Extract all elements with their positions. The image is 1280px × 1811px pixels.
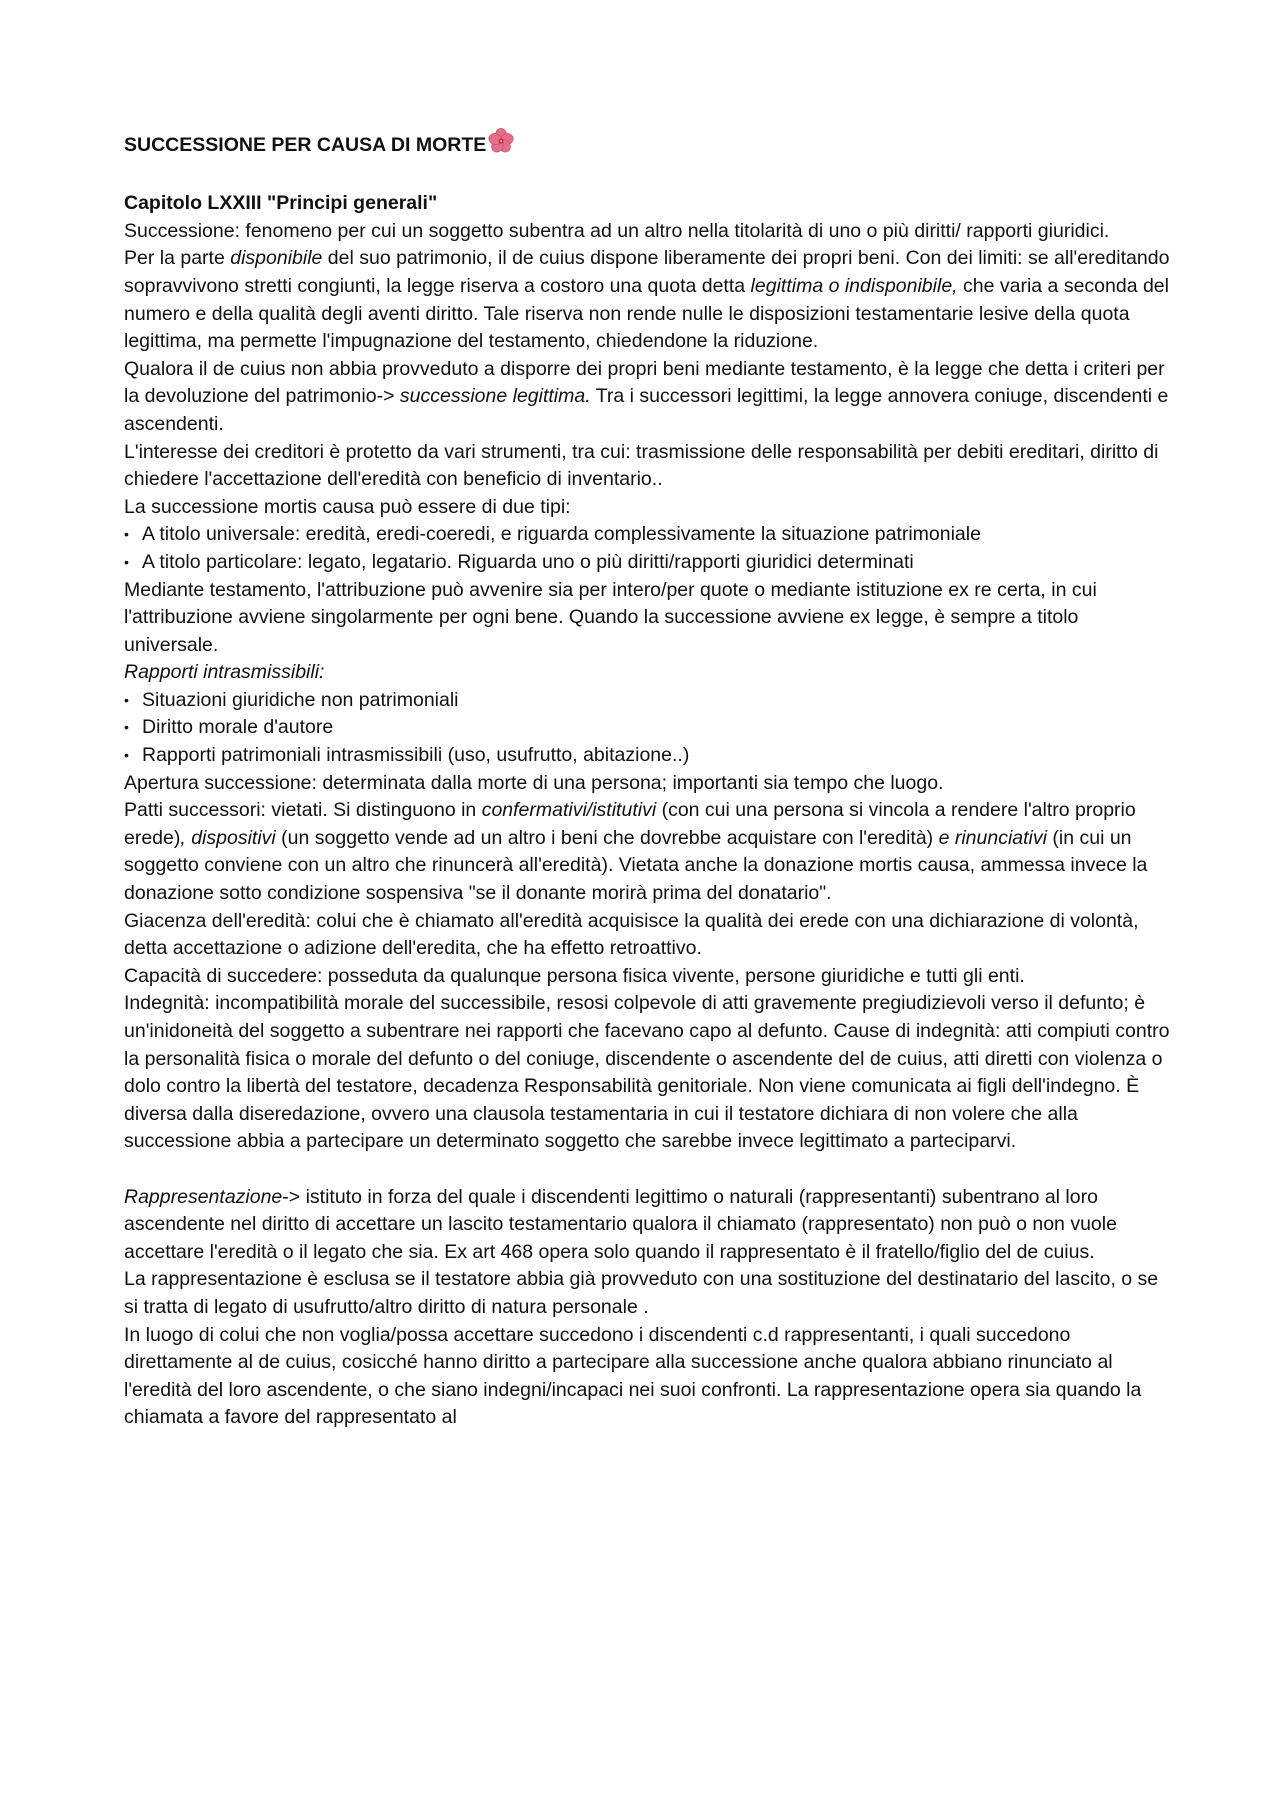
paragraph-luogo: In luogo di colui che non voglia/possa accettare succedono i discendenti c.d rappresentanti, i quali succedono direttamente al de cuius, cosicché hanno diritto a partecipare alla successione anche qualora abbiano rinunciato al l'eredità del loro ascendente, o che siano indegni/incapaci nei suoi confronti. La rappresentazione opera sia quando la chiamata a favore del rappresentato al bbox=[124, 1323, 1142, 1429]
paragraph-esclusa: La rappresentazione è esclusa se il testatore abbia già provveduto con una sostituzione del destinatario del lascito, o se si tratta di legato di usufrutto/altro diritto di natura personale . bbox=[124, 1268, 1159, 1318]
intrasmissibili-heading: Rapporti intrasmissibili: bbox=[124, 661, 325, 684]
paragraph-creditori: L'interesse dei creditori è protetto da vari strumenti, tra cui: trasmissione delle responsabilità per debiti ereditari, diritto di chiedere l'accettazione dell'eredità con beneficio di inventario.. bbox=[124, 440, 1159, 491]
paragraph-successione: Successione: fenomeno per cui un soggetto subentra ad un altro nella titolarità di uno o più diritti/ rapporti giuridici. bbox=[124, 219, 1110, 242]
hibiscus-flower-icon bbox=[488, 128, 514, 163]
list-item: • Diritto morale d'autore bbox=[124, 714, 1174, 742]
list-item: • Rapporti patrimoniali intrasmissibili (uso, usufrutto, abitazione..) bbox=[124, 742, 1174, 770]
paragraph-testamento: Mediante testamento, l'attribuzione può avvenire sia per intero/per quote o mediante istituzione ex re certa, in cui l'attribuzione avviene singolarmente per ogni bene. Quando la successione avviene ex legge, è sempre a titolo universale. bbox=[124, 578, 1097, 656]
paragraph-disponibile: Per la parte disponibile del suo patrimonio, il de cuius dispone liberamente dei propri beni. Con dei limiti: se all'ereditando sopravvivono stretti congiunti, la legge riserva a costoro una quota detta legittima o indisponibile, che varia a seconda del numero e della qualità degli aventi diritto. Tale riserva non rende nulle le disposizioni testamentarie lesive della quota legittima, ma permette l'impugnazione del testamento, chiedendone la riduzione. bbox=[124, 247, 1170, 353]
paragraph-capacita: Capacità di succedere: posseduta da qualunque persona fisica vivente, persone giuridiche e tutti gli enti. bbox=[124, 964, 1025, 987]
paragraph-giacenza: Giacenza dell'eredità: colui che è chiamato all'eredità acquisisce la qualità dei erede con una dichiarazione di volontà, detta accettazione o adizione dell'eredita, che ha effetto retroattivo. bbox=[124, 909, 1139, 960]
paragraph-tipi: La successione mortis causa può essere di due tipi: bbox=[124, 495, 571, 518]
list-item: • Situazioni giuridiche non patrimoniali bbox=[124, 687, 1174, 715]
document-title bbox=[124, 128, 1174, 163]
paragraph-qualora: Qualora il de cuius non abbia provveduto a disporre dei propri beni mediante testamento, è la legge che detta i criteri per la devoluzione del patrimonio-> successione legittima. Tra i successori legittimi, la legge annovera coniuge, discendenti e ascendenti. bbox=[124, 357, 1169, 435]
list-item: • A titolo particolare: legato, legatario. Riguarda uno o più diritti/rapporti giuridici determinati bbox=[124, 549, 1174, 577]
document-page bbox=[124, 128, 1174, 1432]
paragraph-apertura: Apertura successione: determinata dalla morte di una persona; importanti sia tempo che luogo. bbox=[124, 771, 944, 794]
title-text: SUCCESSIONE PER CAUSA DI MORTE bbox=[124, 133, 487, 156]
paragraph-patti: Patti successori: vietati. Si distinguono in confermativi/istitutivi (con cui una persona si vincola a rendere l'altro proprio erede), dispositivi (un soggetto vende ad un altro i beni che dovrebbe acquistare con l'eredità) e rinunciativi (in cui un soggetto conviene con un altro che rinuncerà all'eredità). Vietata anche la donazione mortis causa, ammessa invece la donazione sotto condizione sospensiva "se il donante morirà prima del donatario". bbox=[124, 799, 1148, 905]
list-item: • A titolo universale: eredità, eredi-coeredi, e riguarda complessivamente la situazione patrimoniale bbox=[124, 521, 1174, 549]
chapter-heading: Capitolo LXXIII "Principi generali" bbox=[124, 192, 438, 215]
paragraph-rappresentazione: Rappresentazione-> istituto in forza del quale i discendenti legittimo o naturali (rappresentanti) subentrano al loro ascendente nel diritto di accettare un lascito testamentario qualora il chiamato (rappresentato) non può o non vuole accettare l'eredità o il legato che sia. Ex art 468 opera solo quando il rappresentato è il fratello/figlio del de cuius. bbox=[124, 1185, 1117, 1263]
paragraph-indegnita: Indegnità: incompatibilità morale del successibile, resosi colpevole di atti gravemente pregiudizievoli verso il defunto; è un'inidoneità del soggetto a subentrare nei rapporti che facevano capo al defunto. Cause di indegnità: atti compiuti contro la personalità fisica o morale del defunto o del coniuge, discendente o ascendente del de cuius, atti diretti con violenza o dolo contro la libertà del testatore, decadenza Responsabilità genitoriale. Non viene comunicata ai figli dell'indegno. È diversa dalla diseredazione, ovvero una clausola testamentaria in cui il testatore dichiara di non volere che alla successione abbia a partecipare un determinato soggetto che sarebbe invece legittimato a parteciparvi. bbox=[124, 992, 1170, 1153]
